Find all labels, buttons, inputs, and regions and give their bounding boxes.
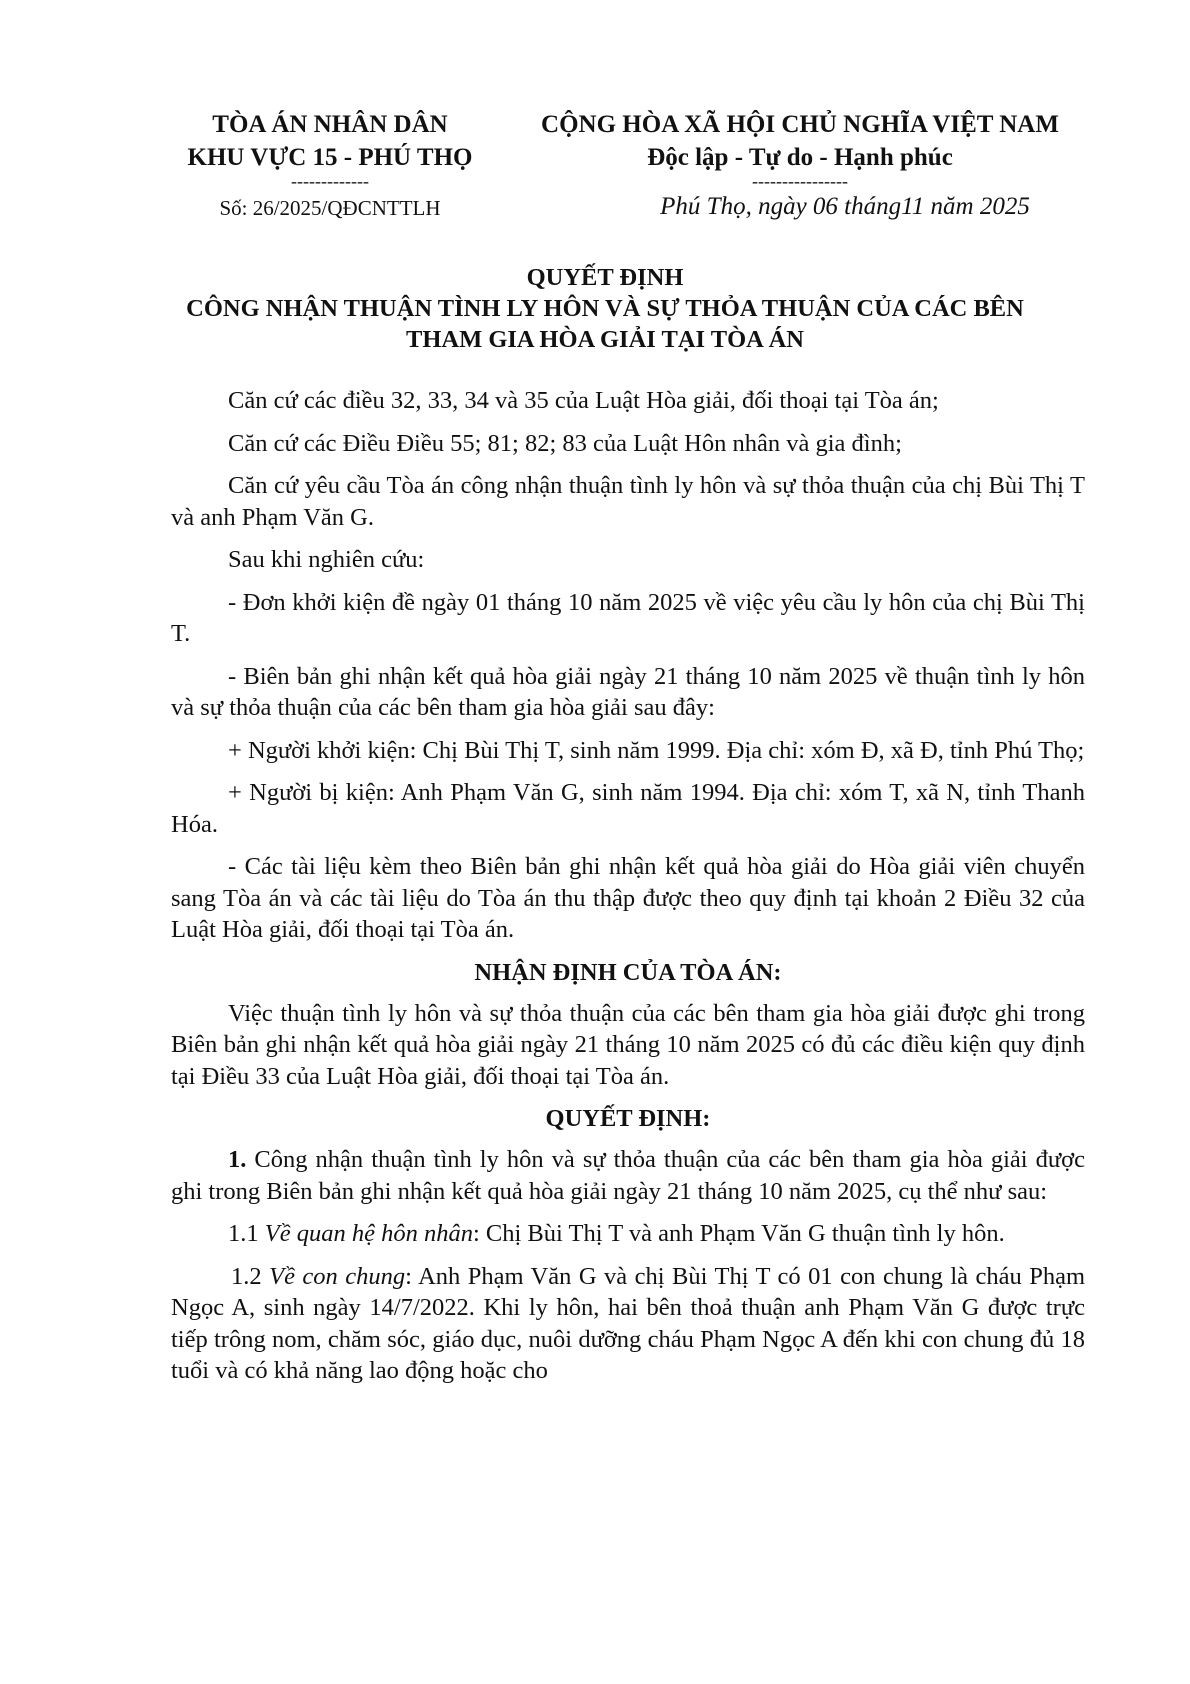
- decision-item-1: [171, 1144, 1085, 1207]
- review-item-petition: - Đơn khởi kiện đề ngày 01 tháng 10 năm 2025 về việc yêu cầu ly hôn của chị Bùi Thị T.: [171, 588, 1085, 647]
- decision-item-1-2-number: 1.2: [231, 1262, 270, 1290]
- review-item-documents: - Các tài liệu kèm theo Biên bản ghi nhận kết quả hòa giải do Hòa giải viên chuyển sang Tòa án và các tài liệu do Tòa án thu thập được theo quy định tại khoản 2 Điều 32 của Luật Hòa giải, đối thoại tại Tòa án.: [171, 853, 1085, 943]
- decision-heading: QUYẾT ĐỊNH:: [545, 1105, 711, 1132]
- party-defendant: + Người bị kiện: Anh Phạm Văn G, sinh năm 1994. Địa chỉ: xóm T, xã N, tỉnh Thanh Hóa.: [171, 779, 1085, 838]
- title-line-1: QUYẾT ĐỊNH: [526, 264, 684, 291]
- title-line-2: CÔNG NHẬN THUẬN TÌNH LY HÔN VÀ SỰ THỎA THUẬN CỦA CÁC BÊN: [186, 295, 1024, 322]
- court-divider: -------------: [291, 171, 369, 191]
- decision-item-1-2: [171, 1261, 1085, 1387]
- decision-item-1-1: [171, 1218, 1085, 1250]
- country-name: CỘNG HÒA XÃ HỘI CHỦ NGHĨA VIỆT NAM: [541, 111, 1059, 138]
- decision-item-1-number: 1.: [228, 1146, 247, 1173]
- issue-date: Phú Thọ, ngày 06 tháng11 năm 2025: [660, 193, 1030, 220]
- court-assessment-heading: NHẬN ĐỊNH CỦA TÒA ÁN:: [474, 958, 782, 986]
- after-review: Sau khi nghiên cứu:: [228, 546, 425, 573]
- document-title: [120, 262, 1090, 355]
- decision-number: Số: 26/2025/QĐCNTTLH: [219, 196, 441, 220]
- document-body: [171, 385, 1085, 1398]
- decision-item-1-2-text: : Anh Phạm Văn G và chị Bùi Thị T có 01 con chung là cháu Phạm Ngọc A, sinh ngày 14/7/2022. Khi ly hôn, hai bên thoả thuận anh Phạm Văn G được trực tiếp trông nom, chăm sóc, giáo dục, nuôi dưỡng cháu Phạm Ngọc A đến khi con chung đủ 18 tuổi và có khả năng lao động hoặc cho: [171, 1262, 1086, 1384]
- motto-divider: ----------------: [752, 171, 848, 191]
- motto: Độc lập - Tự do - Hạnh phúc: [647, 144, 953, 171]
- legal-basis-2: Căn cứ các Điều Điều 55; 81; 82; 83 của Luật Hôn nhân và gia đình;: [228, 429, 902, 457]
- legal-basis-1: Căn cứ các điều 32, 33, 34 và 35 của Luật Hòa giải, đối thoại tại Tòa án;: [228, 387, 939, 414]
- court-region: KHU VỰC 15 - PHÚ THỌ: [187, 144, 473, 171]
- decision-item-1-1-label: Về quan hệ hôn nhân: [264, 1220, 473, 1247]
- court-assessment-text: Việc thuận tình ly hôn và sự thỏa thuận của các bên tham gia hòa giải được ghi trong Biên bản ghi nhận kết quả hòa giải ngày 21 tháng 10 năm 2025 có đủ các điều kiện quy định tại Điều 33 của Luật Hòa giải, đối thoại tại Tòa án.: [171, 999, 1085, 1090]
- legal-basis-3: Căn cứ yêu cầu Tòa án công nhận thuận tình ly hôn và sự thỏa thuận của chị Bùi Thị T và anh Phạm Văn G.: [171, 472, 1085, 531]
- national-header: [505, 108, 1095, 224]
- court-name: TÒA ÁN NHÂN DÂN: [212, 111, 448, 138]
- court-header: [165, 108, 495, 224]
- decision-item-1-1-number: 1.1: [228, 1220, 265, 1247]
- decision-item-1-1-text: : Chị Bùi Thị T và anh Phạm Văn G thuận tình ly hôn.: [472, 1220, 1005, 1247]
- party-plaintiff: + Người khởi kiện: Chị Bùi Thị T, sinh năm 1999. Địa chỉ: xóm Đ, xã Đ, tỉnh Phú Thọ;: [228, 736, 1085, 764]
- review-item-minutes: - Biên bản ghi nhận kết quả hòa giải ngày 21 tháng 10 năm 2025 về thuận tình ly hôn và sự thỏa thuận của các bên tham gia hòa giải sau đây:: [171, 662, 1085, 721]
- decision-item-1-text: Công nhận thuận tình ly hôn và sự thỏa thuận của các bên tham gia hòa giải được ghi trong Biên bản ghi nhận kết quả hòa giải ngày 21 tháng 10 năm 2025, cụ thể như sau:: [171, 1146, 1085, 1205]
- decision-item-1-2-label: Về con chung: [269, 1262, 406, 1290]
- title-line-3: THAM GIA HÒA GIẢI TẠI TÒA ÁN: [406, 326, 804, 353]
